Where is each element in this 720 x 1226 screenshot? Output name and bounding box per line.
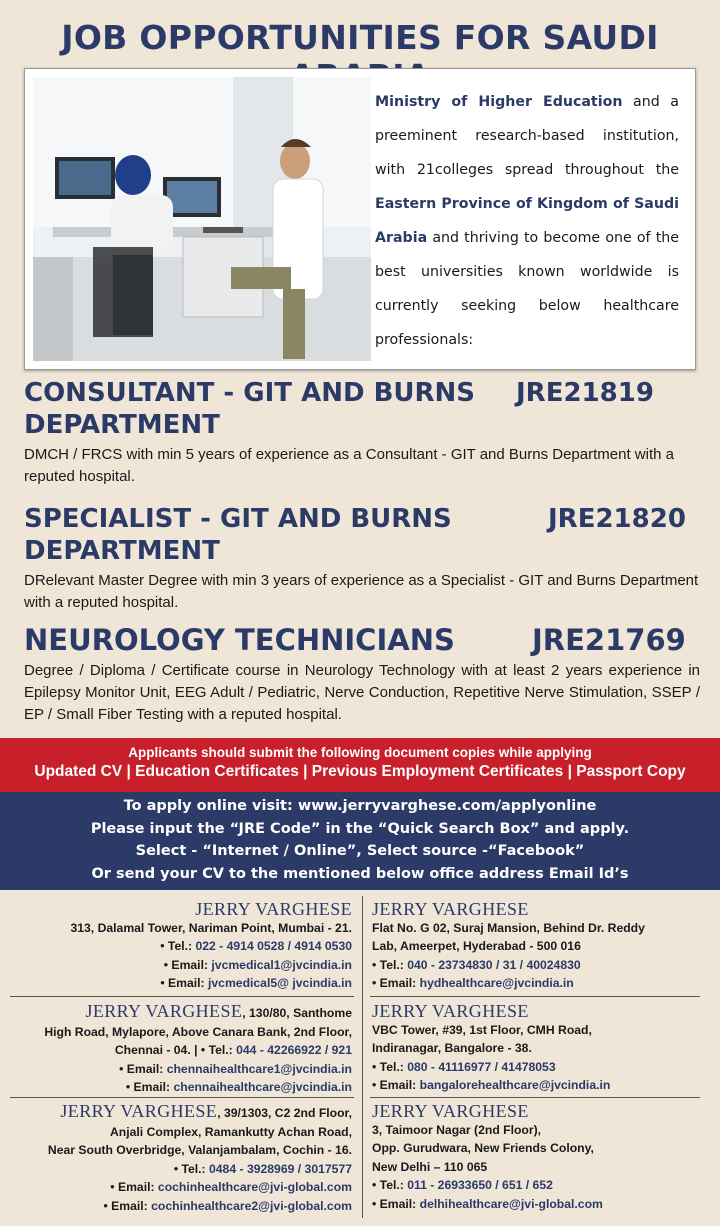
office-address: Indiranagar, Bangalore - 38. [372, 1041, 532, 1055]
office-address: VBC Tower, #39, 1st Floor, CMH Road, [372, 1022, 592, 1037]
office-cochin [0, 1102, 352, 1215]
email-label: • Email: [103, 1198, 152, 1213]
office-address: Opp. Gurudwara, New Friends Colony, [372, 1141, 594, 1155]
office-mumbai [0, 900, 352, 993]
intro-paragraph [375, 85, 679, 357]
office-email[interactable]: jvcmedical1@jvcindia.in [211, 957, 352, 972]
tel-label: • Tel.: [372, 1178, 408, 1192]
brand-name: JERRY VARGHESE [85, 1001, 243, 1021]
office-address: , 130/80, Santhome [242, 1006, 352, 1020]
brand-name: JERRY VARGHESE [372, 1101, 529, 1121]
office-email[interactable]: cochinhealthcare@jvi-global.com [157, 1180, 352, 1194]
job-title-text: SPECIALIST - GIT AND BURNS [24, 504, 452, 534]
email-label: • Email: [110, 1180, 158, 1194]
intro-text-1: and a preeminent research-based institution, with 21colleges spread throughout the [375, 94, 679, 178]
job-title-line2: DEPARTMENT [24, 536, 220, 566]
office-address: Flat No. G 02, Suraj Mansion, Behind Dr. Reddy [372, 920, 645, 935]
office-divider [10, 1097, 354, 1098]
apply-line-jre: Please input the “JRE Code” in the “Quick Search Box” and apply. [90, 820, 630, 837]
office-email[interactable]: bangalorehealthcare@jvcindia.in [419, 1078, 611, 1092]
office-chennai [0, 1002, 352, 1097]
documents-banner [0, 738, 720, 792]
job-title-text: CONSULTANT - GIT AND BURNS [24, 378, 476, 408]
brand-name: JERRY VARGHESE [372, 899, 529, 919]
page-title: JOB OPPORTUNITIES FOR SAUDI [61, 18, 659, 57]
job-specialist-title [24, 503, 696, 567]
office-divider-vertical [362, 896, 363, 1218]
job-consultant-title [24, 377, 696, 441]
office-phone[interactable]: 080 - 41116977 / 41478053 [407, 1059, 556, 1074]
office-phone[interactable]: 040 - 23734830 / 31 / 40024830 [407, 957, 581, 972]
office-address: Lab, Ameerpet, Hyderabad - 500 016 [372, 939, 581, 953]
intro-box [24, 68, 696, 370]
office-delhi [372, 1102, 712, 1213]
office-address: Near South Overbridge, Valanjambalam, Cochin - 16. [47, 1143, 352, 1157]
job-consultant-description: DMCH / FRCS with min 5 years of experience as a Consultant - GIT and Burns Department with a reputed hospital. [24, 446, 674, 485]
tel-label: • Tel.: [372, 957, 408, 972]
office-email[interactable]: delhihealthcare@jvi-global.com [419, 1196, 603, 1211]
job-title-text: NEUROLOGY TECHNICIANS [24, 623, 455, 657]
tel-label: • Tel.: [372, 1059, 408, 1074]
apply-line-source: Select - “Internet / Online”, Select source -“Facebook” [135, 843, 585, 859]
office-email[interactable]: chennaihealthcare@jvcindia.in [173, 1080, 352, 1094]
email-label: • Email: [372, 1196, 420, 1211]
brand-name: JERRY VARGHESE [372, 1001, 529, 1021]
job-code: JRE21769 [532, 623, 686, 657]
email-label: • Email: [119, 1061, 167, 1076]
job-title-line2: DEPARTMENT [24, 410, 220, 440]
intro-text-2: and thriving to become one of the best universities known worldwide is currently seeking below healthcare professionals: [375, 230, 679, 348]
job-code: JRE21819 [516, 378, 654, 408]
office-email[interactable]: hydhealthcare@jvcindia.in [419, 976, 574, 990]
email-label: • Email: [125, 1080, 174, 1094]
office-address: Anjali Complex, Ramankutty Achan Road, [110, 1124, 352, 1139]
office-phone[interactable]: 011 - 26933650 / 651 / 652 [407, 1178, 553, 1192]
office-divider [370, 1097, 700, 1098]
documents-list: Updated CV | Education Certificates | Previous Employment Certificates | Passport Copy [34, 763, 686, 780]
office-email[interactable]: jvcmedical5@ jvcindia.in [208, 976, 352, 990]
office-address: High Road, Mylapore, Above Canara Bank, 2nd Floor, [44, 1024, 352, 1039]
office-bangalore [372, 1002, 712, 1095]
tel-label: • Tel.: [200, 1043, 237, 1057]
job-specialist-description: DRelevant Master Degree with min 3 years of experience as a Specialist - GIT and Burns Department with a reputed hospital. [24, 572, 699, 611]
office-email[interactable]: cochinhealthcare2@jvi-global.com [151, 1198, 352, 1213]
job-neurology-description: Degree / Diploma / Certificate course in Neurology Technology with at least 2 years experience in Epilepsy Monitor Unit, EEG Adult / Pediatric, Nerve Conduction, Repetitive Nerve Stimulation, SSEP / EP / Small Fiber Testing with a reputed hospital. [24, 662, 700, 723]
email-label: • Email: [160, 976, 209, 990]
office-email[interactable]: chennaihealthcare1@jvcindia.in [166, 1061, 352, 1076]
apply-line-email: Or send your CV to the mentioned below office address Email Id’s [91, 865, 629, 882]
office-address: Chennai - 04. | [114, 1043, 201, 1057]
job-neurology-title [24, 624, 696, 656]
office-address: New Delhi – 110 065 [372, 1159, 488, 1174]
intro-region: Eastern Province of Kingdom of Saudi Arabia [375, 196, 679, 246]
job-code: JRE21820 [548, 504, 686, 534]
office-phone[interactable]: 022 - 4914 0528 / 4914 0530 [195, 939, 352, 953]
office-divider [370, 996, 700, 997]
apply-line-url[interactable]: To apply online visit: www.jerryvarghese.com/applyonline [123, 798, 597, 814]
office-address: , 39/1303, C2 2nd Floor, [217, 1106, 352, 1120]
office-hyderabad [372, 900, 712, 993]
office-divider [10, 996, 354, 997]
brand-name: JERRY VARGHESE [60, 1101, 218, 1121]
tel-label: • Tel.: [160, 939, 196, 953]
documents-heading: Applicants should submit the following document copies while applying [128, 745, 592, 760]
brand-name: JERRY VARGHESE [195, 899, 352, 919]
email-label: • Email: [372, 976, 420, 990]
clinic-photo [33, 77, 371, 361]
tel-label: • Tel.: [173, 1161, 209, 1176]
office-address: 313, Dalamal Tower, Nariman Point, Mumbai - 21. [70, 920, 352, 935]
email-label: • Email: [163, 957, 212, 972]
intro-org: Ministry of Higher Education [375, 94, 623, 110]
office-address: 3, Taimoor Nagar (2nd Floor), [372, 1122, 542, 1137]
eeg-lab-illustration [33, 77, 371, 361]
office-phone[interactable]: 0484 - 3928969 / 3017577 [209, 1161, 352, 1176]
office-phone[interactable]: 044 - 42266922 / 921 [236, 1043, 352, 1057]
email-label: • Email: [372, 1078, 420, 1092]
apply-banner [0, 792, 720, 890]
